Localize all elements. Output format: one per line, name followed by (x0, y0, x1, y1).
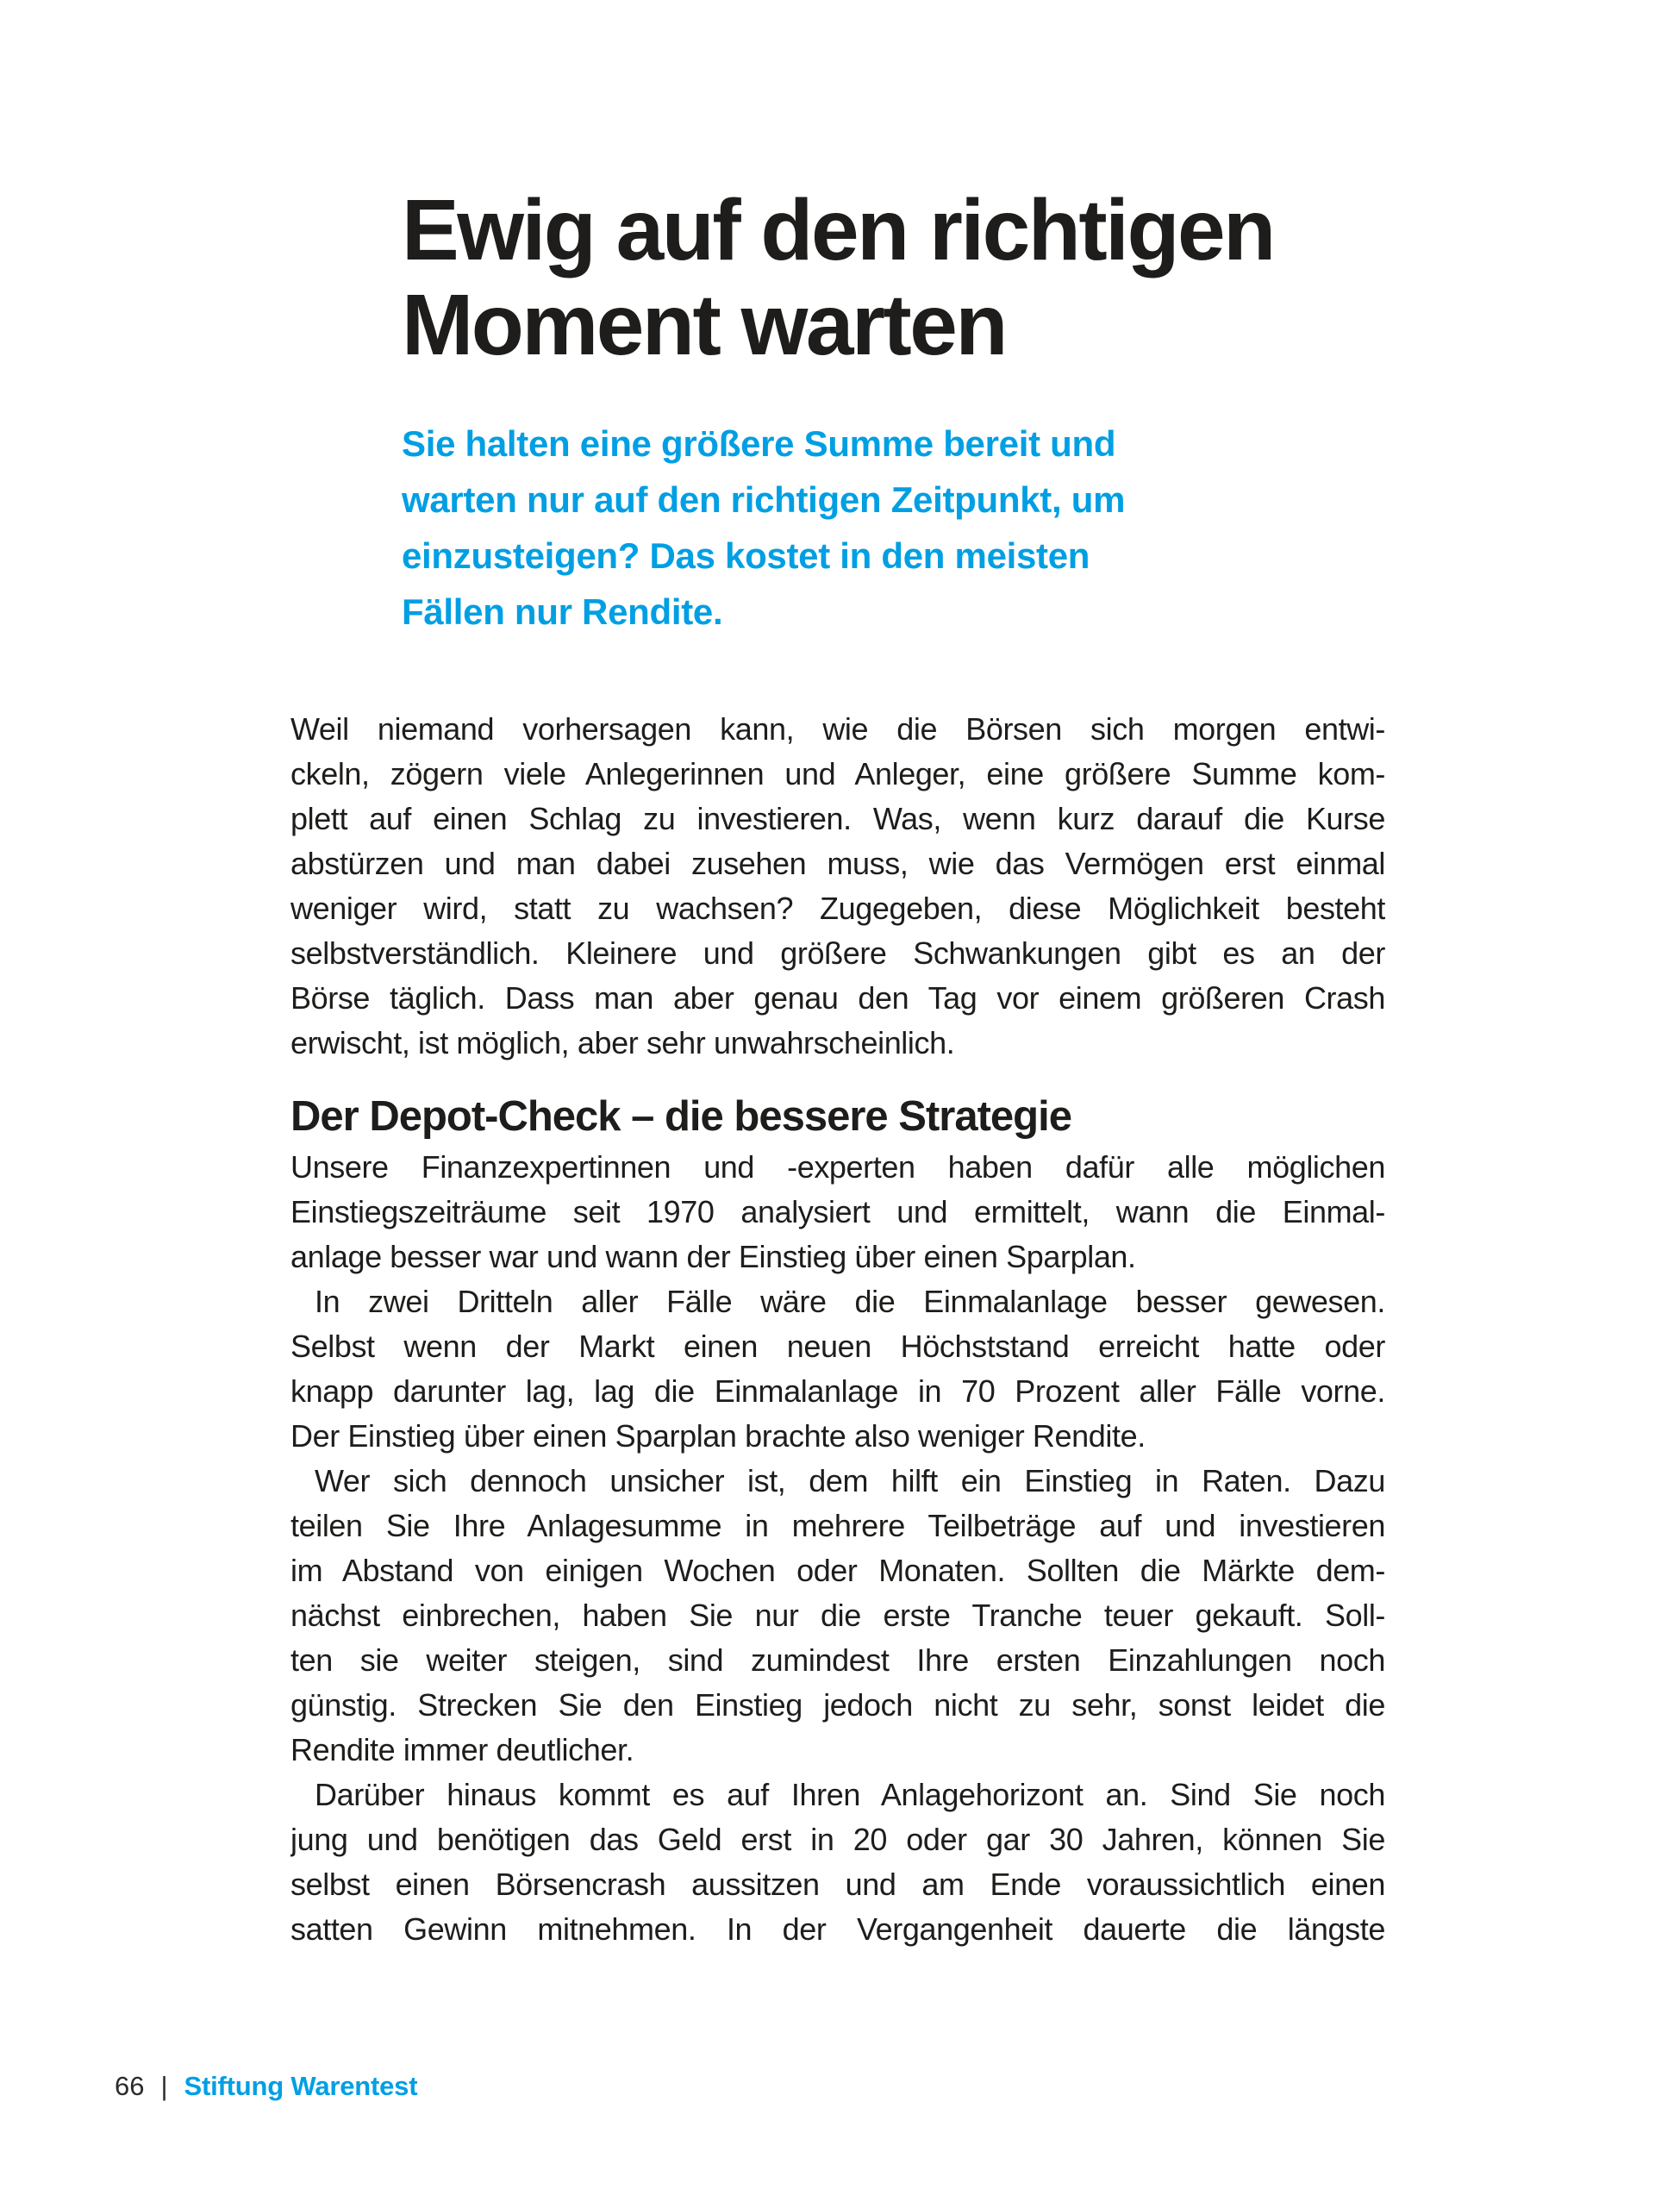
intro-standfirst (402, 416, 1125, 640)
page-title-line: Moment warten (402, 277, 1006, 373)
body-line: selbstverständlich. Kleinere und größere Schwankungen gibt es an der (290, 935, 1385, 971)
page-title (402, 183, 1274, 372)
body-line: abstürzen und man dabei zusehen muss, wie das Vermögen erst einmal (290, 846, 1385, 881)
intro-line: einzusteigen? Das kostet in den meisten (402, 535, 1090, 576)
body-line: erwischt, ist möglich, aber sehr unwahrscheinlich. (290, 1025, 955, 1060)
paragraph (290, 1279, 1385, 1459)
body-line: ten sie weiter steigen, sind zumindest Ihre ersten Einzahlungen noch (290, 1642, 1385, 1678)
body-line: Wer sich dennoch unsicher ist, dem hilft ein Einstieg in Raten. Dazu (315, 1463, 1385, 1498)
footer-separator: | (160, 2071, 168, 2101)
body-line: im Abstand von einigen Wochen oder Monaten. Sollten die Märkte dem- (290, 1553, 1385, 1588)
page-title-line: Ewig auf den richtigen (402, 182, 1274, 278)
section-heading: Der Depot-Check – die bessere Strategie (290, 1093, 1071, 1140)
body-line: Weil niemand vorhersagen kann, wie die Börsen sich morgen entwi- (290, 711, 1385, 747)
body-line: jung und benötigen das Geld erst in 20 oder gar 30 Jahren, können Sie (290, 1822, 1385, 1857)
paragraph (290, 1773, 1385, 1952)
body-line: teilen Sie Ihre Anlagesumme in mehrere Teilbeträge auf und investieren (290, 1508, 1385, 1543)
body-line: Selbst wenn der Markt einen neuen Höchststand erreicht hatte oder (290, 1329, 1385, 1364)
body-line: Einstiegszeiträume seit 1970 analysiert und ermittelt, wann die Einmal- (290, 1194, 1385, 1229)
body-line: Unsere Finanzexpertinnen und -experten haben dafür alle möglichen (290, 1149, 1385, 1185)
body-line: selbst einen Börsencrash aussitzen und am Ende voraussichtlich einen (290, 1867, 1385, 1902)
body-line: ckeln, zögern viele Anlegerinnen und Anleger, eine größere Summe kom- (290, 756, 1385, 791)
page-footer (115, 2069, 417, 2104)
body-line: anlage besser war und wann der Einstieg über einen Sparplan. (290, 1239, 1136, 1274)
body-line: Darüber hinaus kommt es auf Ihren Anlagehorizont an. Sind Sie noch (315, 1777, 1385, 1812)
paragraph (290, 1459, 1385, 1773)
paragraph (290, 707, 1385, 1066)
body-line: Rendite immer deutlicher. (290, 1732, 634, 1767)
intro-line: Sie halten eine größere Summe bereit und (402, 423, 1116, 464)
body-line: weniger wird, statt zu wachsen? Zugegeben, diese Möglichkeit besteht (290, 891, 1385, 926)
body-text-column (290, 707, 1385, 1952)
body-line: Börse täglich. Dass man aber genau den Tag vor einem größeren Crash (290, 980, 1385, 1016)
body-line: In zwei Dritteln aller Fälle wäre die Einmalanlage besser gewesen. (315, 1284, 1385, 1319)
intro-line: Fällen nur Rendite. (402, 591, 723, 632)
body-line: günstig. Strecken Sie den Einstieg jedoch nicht zu sehr, sonst leidet die (290, 1687, 1385, 1723)
body-line: Der Einstieg über einen Sparplan brachte also weniger Rendite. (290, 1418, 1146, 1454)
page-number: 66 (115, 2071, 145, 2101)
paragraph (290, 1145, 1385, 1279)
body-line: nächst einbrechen, haben Sie nur die erste Tranche teuer gekauft. Soll- (290, 1598, 1385, 1633)
body-line: satten Gewinn mitnehmen. In der Vergangenheit dauerte die längste (290, 1911, 1385, 1947)
body-line: plett auf einen Schlag zu investieren. Was, wenn kurz darauf die Kurse (290, 801, 1385, 836)
publisher-name: Stiftung Warentest (184, 2071, 418, 2101)
body-line: knapp darunter lag, lag die Einmalanlage in 70 Prozent aller Fälle vorne. (290, 1373, 1385, 1409)
intro-line: warten nur auf den richtigen Zeitpunkt, um (402, 479, 1126, 520)
